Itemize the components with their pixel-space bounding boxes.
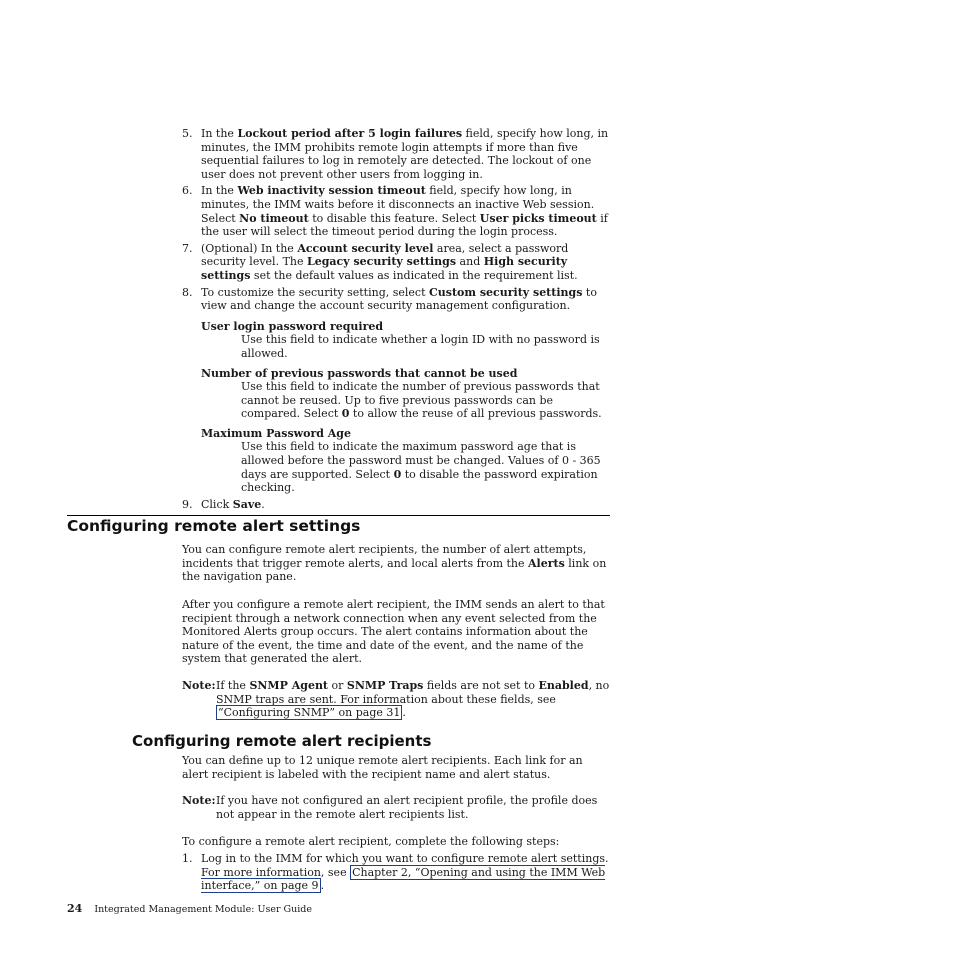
field-name: SNMP Traps [346, 679, 424, 692]
field-name: Account security level [297, 241, 434, 255]
paragraph-intro [182, 543, 608, 584]
option-name: Legacy security settings [307, 255, 457, 269]
step-text: . [320, 879, 325, 893]
definition-text: to disable the password expiration checking. [241, 467, 598, 495]
step-text: In the [201, 127, 238, 140]
step-text: (Optional) In the [201, 241, 298, 255]
paragraph-alert-description: After you configure a remote alert recipient, the IMM sends an alert to that recipient through a network connection when any event selected from the Monitored Alerts group occurs. The alert contains information about the nature of the event, the time and date of the event, and the name of the system that generated the alert. [182, 598, 605, 666]
section-heading-remote-alert-settings: Configuring remote alert settings [67, 517, 361, 535]
definition-desc [241, 380, 612, 421]
step-text: and [456, 255, 484, 269]
link-chapter-2[interactable]: Chapter 2, “Opening and using the IMM Web interface,” on page 9 [201, 865, 606, 893]
note-body: If you have not configured an alert recipient profile, the profile does not appear in the remote alert recipients list. [216, 794, 598, 821]
section-divider [67, 515, 610, 516]
option-name: Enabled [538, 679, 589, 692]
field-name: Web inactivity session timeout [237, 184, 426, 198]
note-text: , no SNMP traps are sent. For information about these fields, see [216, 679, 610, 706]
link-configuring-snmp[interactable]: “Configuring SNMP” on page 31 [218, 706, 401, 720]
step-text: if the user will select the timeout period during the login process. [201, 211, 608, 239]
procedure-steps [182, 127, 612, 514]
paragraph-steps-intro: To configure a remote alert recipient, complete the following steps: [182, 835, 560, 848]
note-label: Note: [182, 679, 216, 692]
page-number: 24 [67, 902, 83, 915]
step-7 [182, 242, 612, 283]
note-body [216, 679, 612, 720]
button-name: Save [232, 497, 262, 511]
definition-desc: Use this field to indicate whether a login ID with no password is allowed. [241, 333, 600, 360]
step-text: To customize the security setting, select [201, 285, 429, 299]
para-text: link on the navigation pane. [182, 556, 607, 584]
recipient-step-1 [182, 852, 612, 893]
definition-term: Number of previous passwords that cannot be used [201, 366, 518, 380]
step-1 [182, 852, 612, 893]
step-6 [182, 184, 612, 238]
link-name: Alerts [528, 556, 565, 570]
note-text: . [402, 706, 406, 720]
step-9 [182, 498, 612, 512]
step-text: to disable this feature. Select [308, 211, 480, 225]
definition-text: Use this field to indicate the maximum password age that is allowed before the password must be changed. Values of 0 - 365 days are supported. Select [241, 440, 601, 481]
step-text: Click [201, 497, 233, 511]
field-name: SNMP Agent [249, 679, 329, 692]
book-title: Integrated Management Module: User Guide [94, 904, 312, 915]
definition-text: to allow the reuse of all previous passwords. [349, 407, 602, 421]
step-text: to view and change the account security management configuration. [201, 285, 597, 313]
step-number: 7. [182, 241, 193, 255]
step-text: Log in to the IMM for which you want to configure remote alert settings. For more information, see [201, 852, 609, 879]
value-zero: 0 [341, 407, 350, 421]
note-label: Note: [182, 794, 216, 807]
step-number: 1. [182, 852, 193, 865]
definition-term: Maximum Password Age [201, 426, 351, 440]
note-recipient-profile [182, 794, 612, 821]
option-name: User picks timeout [479, 211, 597, 225]
page-footer [67, 902, 312, 917]
note-text: fields are not set to [423, 679, 539, 692]
value-zero: 0 [393, 467, 402, 481]
step-number: 6. [182, 184, 193, 198]
note-text: If the [216, 679, 250, 692]
definition-term: User login password required [201, 319, 384, 333]
note-snmp [182, 679, 612, 720]
step-8 [182, 286, 612, 495]
option-name: Custom security settings [429, 285, 583, 299]
step-text: area, select a password security level. The [201, 241, 569, 269]
definition-list [201, 320, 612, 495]
definition-desc [241, 440, 612, 494]
step-text: field, specify how long, in minutes, the IMM prohibits remote login attempts if more than five sequential failures to log in remotely are detected. The lockout of one user does not prevent other users from logging in. [201, 127, 609, 181]
step-number: 9. [182, 497, 193, 511]
option-name: No timeout [239, 211, 309, 225]
section-heading-remote-alert-recipients: Configuring remote alert recipients [132, 732, 432, 750]
step-text: field, specify how long, in minutes, the IMM waits before it disconnects an inactive Web session. Select [201, 184, 595, 225]
step-5 [182, 127, 612, 181]
step-number: 5. [182, 127, 193, 140]
note-text: or [328, 679, 347, 692]
step-number: 8. [182, 285, 193, 299]
para-text: You can configure remote alert recipients, the number of alert attempts, incidents that trigger remote alerts, and local alerts from the [182, 543, 587, 570]
step-text: . [261, 497, 265, 511]
option-name: High security settings [201, 255, 568, 282]
definition-text: Use this field to indicate the number of previous passwords that cannot be reused. Up to five previous passwords can be compared. Select [241, 380, 600, 421]
field-name: Lockout period after 5 login failures [237, 127, 463, 140]
step-text: In the [201, 184, 238, 198]
paragraph-recipients-intro: You can define up to 12 unique remote alert recipients. Each link for an alert recipient is labeled with the recipient name and alert status. [182, 754, 583, 781]
step-text: set the default values as indicated in the requirement list. [250, 268, 578, 282]
